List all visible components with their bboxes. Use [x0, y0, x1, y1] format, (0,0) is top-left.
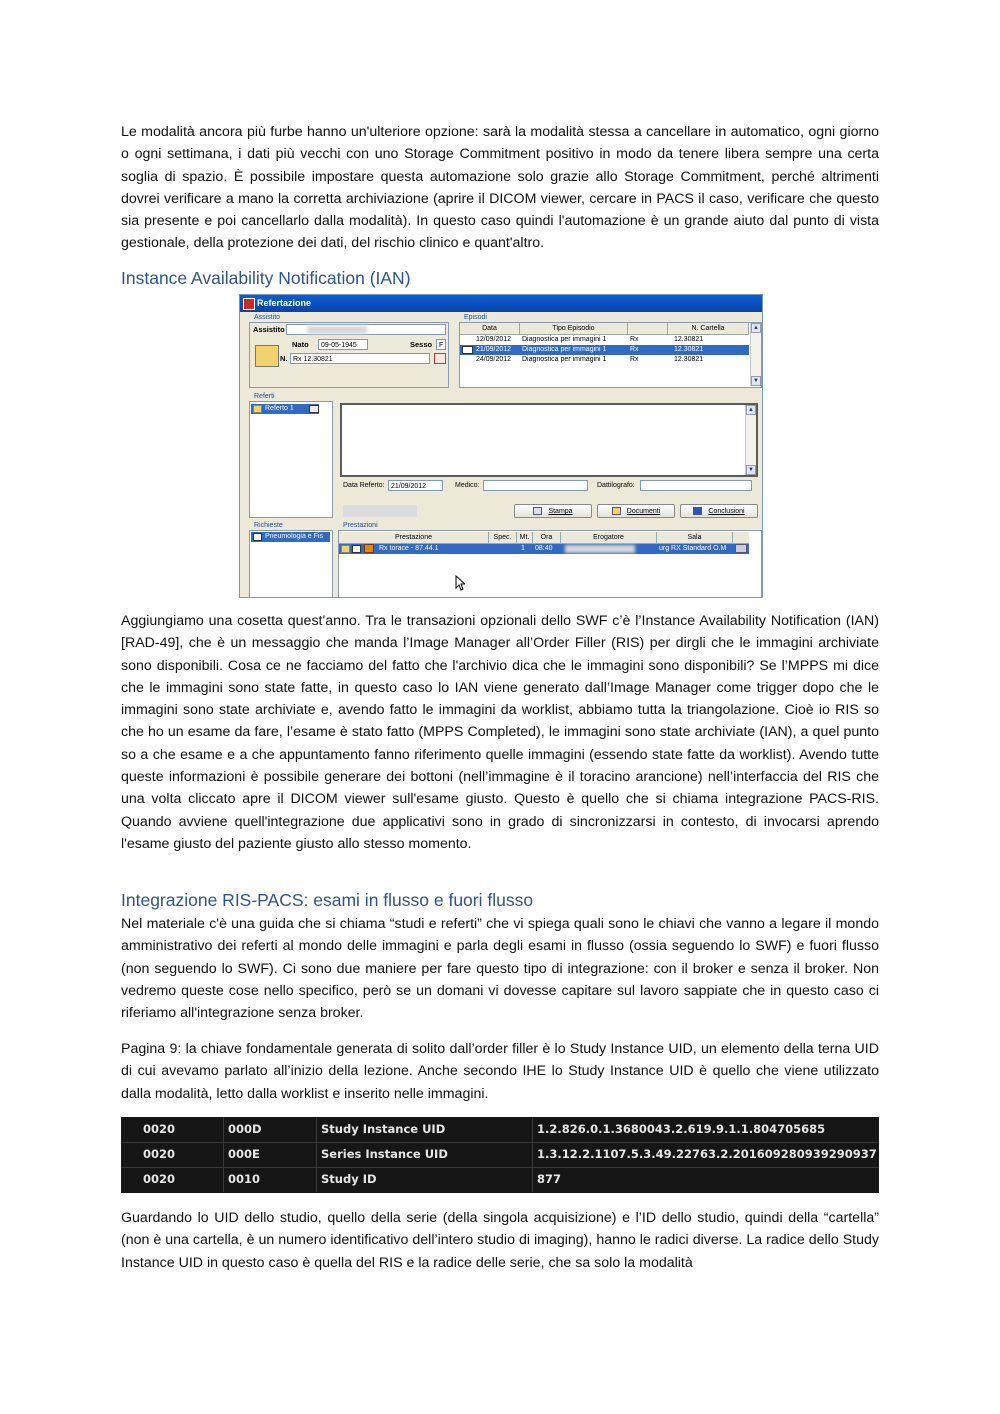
table-row [121, 1167, 879, 1192]
episodi-scrollbar[interactable] [750, 323, 761, 386]
heading-ian: Instance Availability Notification (IAN) [121, 268, 411, 288]
n-label: N. [280, 354, 288, 363]
episodio-tipo: Diagnostica per immagini 1 [522, 356, 607, 363]
prestazione-row[interactable] [339, 544, 749, 554]
richieste-group-label: Richieste [254, 522, 283, 529]
episodio-data: 24/09/2012 [476, 356, 512, 363]
paragraph-study-uid: Pagina 9: la chiave fondamentale generata di solito dall’order filler è lo Study Instance UID, un elemento della terna UID di cui avevamo parlato all’inizio della lezione. Anche secondo IHE lo Study Instance UID è quello che viene utilizzato dalla modalità, letto dalla worklist e inserito nelle immagini. [121, 1041, 879, 1102]
prestazioni-header-sala[interactable]: Sala [657, 532, 733, 543]
scroll-down-icon[interactable]: ▼ [751, 376, 761, 386]
barcode-icon[interactable] [434, 353, 446, 364]
dattilografo-field[interactable] [640, 480, 752, 491]
thorax-viewer-icon[interactable] [364, 544, 374, 553]
episodi-group [459, 314, 762, 388]
print-icon [533, 507, 542, 515]
list-icon[interactable] [735, 544, 747, 553]
paragraph-storage-commitment: Le modalità ancora più furbe hanno un'ulteriore opzione: sarà la modalità stessa a cancellare in automatico, ogni giorno o ogni settimana, i dati più vecchi con uno Storage Commitment positivo in modo da tenere libera sempre una certa soglia di spazio. È possibile impostare questa automazione solo grazie allo Storage Commitment, perché altrimenti dovrei verificare a mano la corretta archiviazione (aprire il DICOM viewer, cercare in PACS il caso, verificare che questo sia presente e poi cancellarlo dalla modalità). In questo caso quindi l'automazione è un grande aiuto dal punto di vista gestionale, della protezione dei dati, del rischio clinico e quant'altro. [121, 124, 879, 252]
medico-field[interactable] [483, 480, 588, 491]
tag-group: 0020 [121, 1142, 224, 1167]
disabled-button [343, 505, 417, 517]
episodio-row-selected[interactable] [460, 345, 749, 355]
richiesta-label: Pneumologia e Fis [265, 533, 323, 540]
prestazioni-header-prestazione[interactable]: Prestazione [339, 532, 489, 543]
assistito-group-label: Assistito [254, 314, 281, 321]
scroll-up-icon[interactable]: ▲ [746, 405, 756, 415]
patient-card-icon[interactable] [255, 345, 279, 367]
episodio-cartella: 12.30821 [674, 346, 704, 353]
scroll-up-icon[interactable]: ▲ [751, 323, 761, 333]
episodi-header [460, 323, 749, 335]
episodio-row[interactable] [460, 355, 749, 365]
referti-group [249, 393, 333, 518]
episodio-data: 12/09/2012 [476, 336, 512, 343]
tag-element: 0010 [224, 1167, 317, 1192]
prestazioni-header [339, 532, 749, 544]
tag-name: Study Instance UID [317, 1117, 533, 1142]
conclusions-icon [693, 507, 702, 515]
paragraph-studi-referti: Nel materiale c'è una guida che si chiama “studi e referti” che vi spiega quali sono le chiavi che vanno a legare il mondo amministrativo dei referti al mondo delle immagini e parla degli esami in flusso (ossia seguendo lo SWF) e fuori flusso (non seguendo lo SWF). Ci sono due maniere per fare questo tipo di integrazione: con il broker e senza il broker. Non vedremo queste cose nello specifico, però se un domani vi dovesse capitare sul lavoro sappiate che in questo caso ci riferiamo all'integrazione senza broker. [121, 916, 879, 1022]
paragraph-uid-roots: Guardando lo UID dello studio, quello della serie (della singola acquisizione) e l’ID dello studio, quindi della “cartella” (non è una cartella, è un numero identificativo dell’intero studio di imaging), hanno le radici diverse. La radice dello Study Instance UID in questo caso è quella del RIS e la radice delle serie, che sa solo la modalità [121, 1210, 879, 1271]
prestazioni-group-label: Prestazioni [343, 522, 378, 529]
episodio-code: Rx [630, 346, 639, 353]
conclusioni-button[interactable]: Conclusioni [680, 504, 758, 518]
prestazioni-header-mt[interactable]: Mt. [517, 532, 533, 543]
episodio-row[interactable] [460, 335, 749, 345]
assistito-label: Assistito [253, 325, 285, 334]
nato-field[interactable]: 09-05-1945 [318, 339, 368, 350]
heading-ris-pacs: Integrazione RIS-PACS: esami in flusso e fuori flusso [121, 890, 534, 910]
episodi-header-data[interactable]: Data [460, 323, 520, 334]
mouse-cursor-icon [455, 575, 465, 591]
referto-icon [341, 545, 350, 553]
prestazioni-header-ora[interactable]: Ora [533, 532, 561, 543]
tag-element: 000D [224, 1117, 317, 1142]
documents-icon [612, 507, 621, 515]
documenti-button[interactable]: Documenti [597, 504, 675, 518]
table-row [121, 1117, 879, 1143]
sesso-label: Sesso [410, 340, 433, 349]
sign-icon [309, 405, 319, 413]
dattilografo-label: Dattilografo: [597, 482, 635, 489]
document-icon [352, 545, 361, 553]
referto-item[interactable] [251, 404, 319, 414]
referto-textarea[interactable] [340, 403, 758, 477]
episodi-header-tipo[interactable]: Tipo Episodio [520, 323, 628, 334]
episodio-tipo: Diagnostica per immagini 1 [522, 336, 607, 343]
tag-value: 1.2.826.0.1.3680043.2.619.9.1.1.804705685 [537, 1122, 826, 1136]
referto-scrollbar[interactable] [745, 405, 756, 475]
tag-group: 0020 [121, 1117, 224, 1142]
prestazione-sala: urg RX Standard O.M [659, 545, 727, 552]
tag-name: Study ID [317, 1167, 533, 1192]
assistito-field[interactable] [286, 324, 446, 335]
tag-element: 000E [224, 1142, 317, 1167]
prestazioni-header-spec[interactable]: Spec. [489, 532, 517, 543]
blurred-erogatore [565, 545, 635, 553]
prestazione-mt: 1 [521, 545, 525, 552]
stampa-button[interactable]: Stampa [514, 504, 592, 518]
dicom-tag-table [121, 1117, 879, 1193]
assistito-group [249, 314, 449, 388]
episodio-code: Rx [630, 336, 639, 343]
episodi-header-blank[interactable] [628, 323, 668, 334]
scroll-down-icon[interactable]: ▼ [746, 465, 756, 475]
richiesta-icon [253, 533, 262, 541]
tag-value: 877 [537, 1172, 562, 1186]
prestazione-ora: 08:40 [535, 545, 553, 552]
episodio-cartella: 12.30821 [674, 356, 704, 363]
ris-screenshot [239, 294, 763, 598]
episodio-tipo: Diagnostica per immagini 1 [522, 346, 607, 353]
referto-icon [253, 405, 262, 413]
episodio-data: 21/09/2012 [476, 346, 512, 353]
data-referto-field[interactable]: 21/09/2012 [388, 480, 443, 491]
episodio-cartella: 12.30821 [674, 336, 704, 343]
prestazioni-header-erogatore[interactable]: Erogatore [561, 532, 657, 543]
prestazione-name: Rx torace - 87.44.1 [379, 545, 439, 552]
sesso-field[interactable]: F [436, 339, 446, 350]
app-icon [243, 298, 255, 310]
episodi-group-label: Episodi [464, 314, 487, 321]
medico-label: Medico: [455, 482, 480, 489]
richiesta-item[interactable] [251, 532, 330, 542]
referto-label: Referto 1 [265, 405, 294, 412]
tag-group: 0020 [121, 1167, 224, 1192]
episodi-header-cartella[interactable]: N. Cartella [668, 323, 749, 334]
episodio-doc-icon [462, 346, 473, 354]
tag-value: 1.3.12.2.1107.5.3.49.22763.2.201609280939290937 [537, 1147, 877, 1161]
data-referto-label: Data Referto: [343, 482, 385, 489]
prestazioni-group [338, 522, 762, 598]
window-titlebar [240, 295, 762, 312]
nato-label: Nato [292, 340, 309, 349]
window-title: Refertazione [257, 298, 312, 308]
paragraph-ian: Aggiungiamo una cosetta quest'anno. Tra le transazioni opzionali dello SWF c’è l’Instance Availability Notification (IAN) [RAD-49], che è un messaggio che manda l’Image Manager all’Order Filler (RIS) per dirgli che le immagini archiviate sono disponibili. Cosa ce ne facciamo del fatto che l'archivio dica che le immagini sono disponibili? Se l’MPPS mi dice che le immagini sono state fatte, in questo caso lo IAN viene generato dall’Image Manager come trigger dopo che le immagini sono state archiviate e, avendo fatto le immagini da worklist, abbiamo tutta la triangolazione. Cioè io RIS so che ho un esame da fare, l’esame è stato fatto (MPPS Completed), le immagini sono state archiviate (IAN), a quel punto so a che esame e a che appuntamento fanno riferimento quelle immagini (essendo state fatte da worklist). Avendo tutte queste informazioni è possibile generare dei bottoni (nell’immagine è il toracino arancione) nell’interfaccia del RIS che una volta cliccato apre il DICOM viewer sull'esame giusto. Questo è quello che si chiama integrazione PACS-RIS. Quando avviene quell'integrazione due applicativi sono in grado di sincronizzarsi in contesto, di invocarsi aprendo l'esame giusto del paziente giusto allo stesso momento. [121, 613, 879, 852]
table-row [121, 1142, 879, 1168]
episodio-code: Rx [630, 356, 639, 363]
referti-group-label: Referti [254, 393, 275, 400]
n-field[interactable]: Rx 12.30821 [290, 353, 430, 364]
richieste-group [249, 522, 333, 598]
blurred-name [307, 326, 367, 334]
tag-name: Series Instance UID [317, 1142, 533, 1167]
